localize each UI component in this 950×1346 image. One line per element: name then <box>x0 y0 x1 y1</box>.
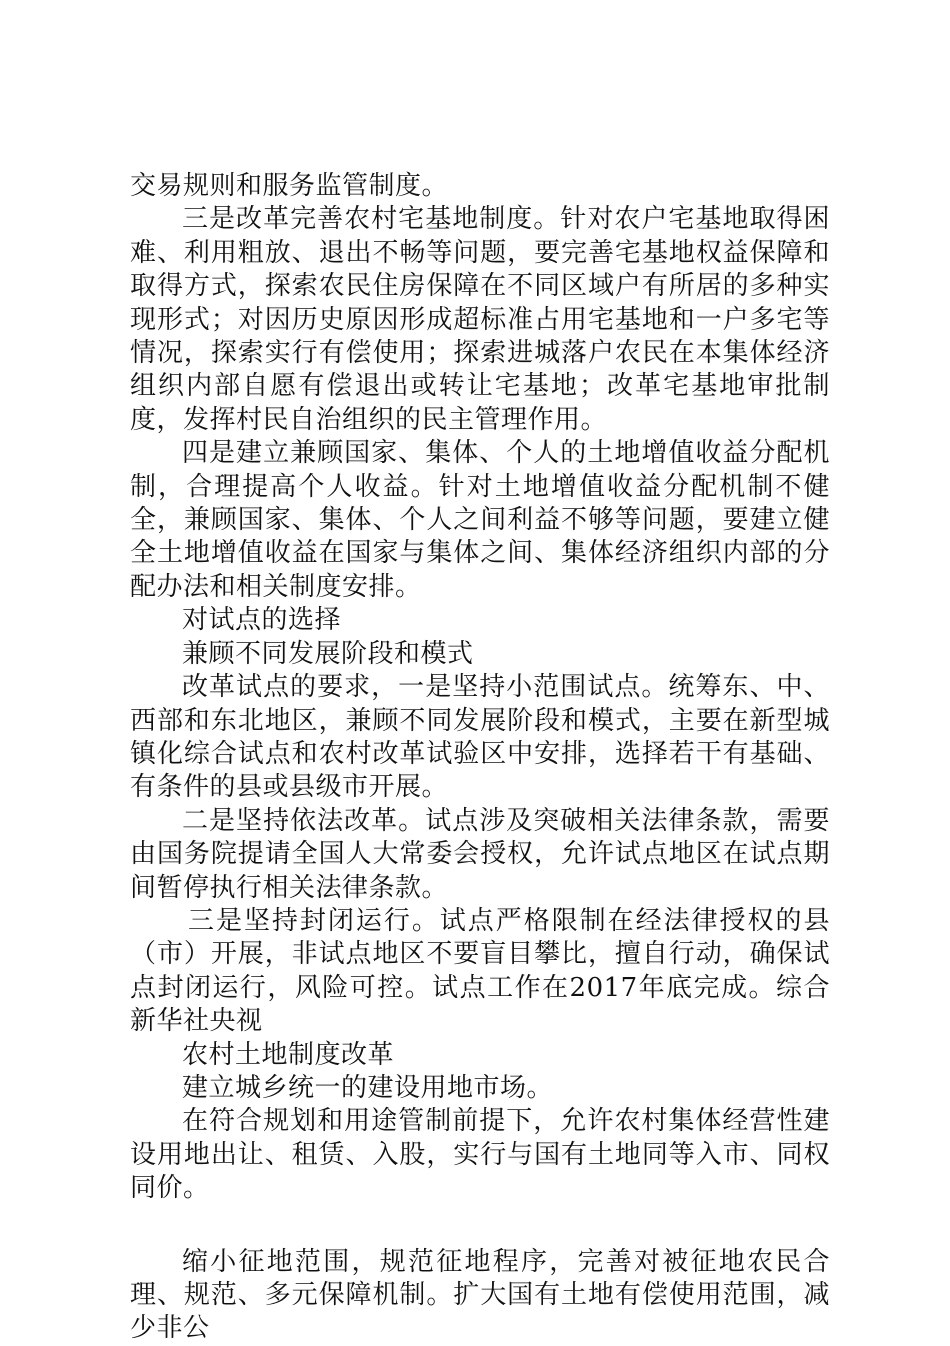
heading-unified-land-market: 建立城乡统一的建设用地市场。 <box>182 1072 554 1103</box>
heading-pilot-selection: 对试点的选择 <box>182 605 342 636</box>
paragraph-collective-land-market: 在符合规划和用途管制前提下，允许农村集体经营性建设用地出让、租赁、入股，实行与国有土地同等入市、同权同价。 <box>130 1106 830 1204</box>
paragraph-homestead-reform: 三是改革完善农村宅基地制度。针对农户宅基地取得困难、利用粗放、退出不畅等问题，要完善宅基地权益保障和取得方式，探索农民住房保障在不同区域户有所居的多种实现形式；对因历史原因形成超标准占用宅基地和一户多宅等情况，探索实行有偿使用；探索进城落户农民在本集体经济组织内部自愿有偿退出或转让宅基地；改革宅基地审批制度，发挥村民自治组织的民主管理作用。 <box>130 204 830 435</box>
heading-rural-land-reform: 农村土地制度改革 <box>182 1039 395 1070</box>
paragraph-closed-operation: 三是坚持封闭运行。试点严格限制在经法律授权的县（市）开展，非试点地区不要盲目攀比，擅自行动，确保试点封闭运行，风险可控。试点工作在2017年底完成。综合新华社央视 <box>130 905 830 1037</box>
paragraph-pilot-requirements: 改革试点的要求，一是坚持小范围试点。统筹东、中、西部和东北地区，兼顾不同发展阶段和模式，主要在新型城镇化综合试点和农村改革试验区中安排，选择若干有基础、有条件的县或县级市开展。 <box>130 672 830 803</box>
document-body <box>130 170 830 1346</box>
paragraph-trading-rules: 交易规则和服务监管制度。 <box>130 171 449 201</box>
paragraph-land-value-distribution: 四是建立兼顾国家、集体、个人的土地增值收益分配机制，合理提高个人收益。针对土地增值收益分配机制不健全，兼顾国家、集体、个人之间利益不够等问题，要建立健全土地增值收益在国家与集体之间、集体经济组织内部的分配办法和相关制度安排。 <box>130 438 830 602</box>
paragraph-lawful-reform: 二是坚持依法改革。试点涉及突破相关法律条款，需要由国务院提请全国人大常委会授权，允许试点地区在试点期间暂停执行相关法律条款。 <box>130 805 830 903</box>
paragraph-spacer <box>130 1206 830 1246</box>
paragraph-land-requisition: 缩小征地范围，规范征地程序，完善对被征地农民合理、规范、多元保障机制。扩大国有土地有偿使用范围，减少非公 <box>130 1246 830 1344</box>
heading-development-stages: 兼顾不同发展阶段和模式 <box>182 638 474 669</box>
